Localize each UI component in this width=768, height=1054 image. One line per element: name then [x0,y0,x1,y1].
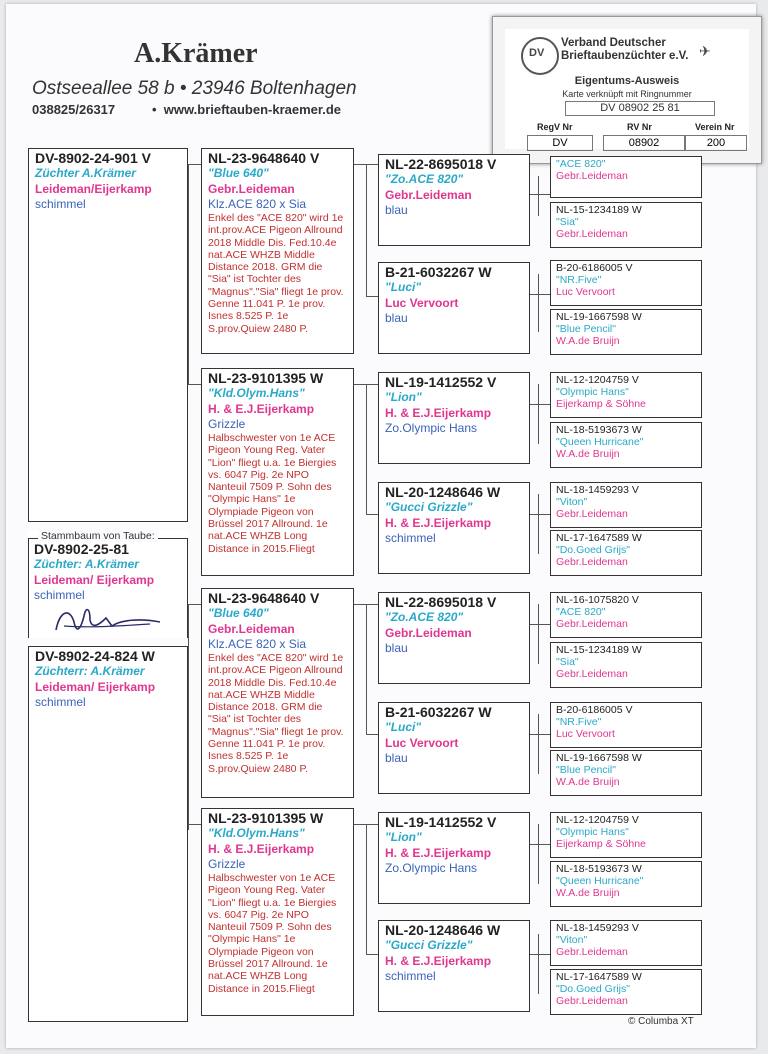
ggp-ring: NL-20-1248646 W [385,484,501,500]
sire-color: schimmel [35,197,86,211]
gggp-card-1 [550,156,702,198]
ggp-name: "Lion" [385,390,422,404]
gp-card-3 [201,588,354,798]
association-name-line2: Brieftaubenzüchter e.V. [561,50,689,62]
association-name [561,37,688,63]
gggp-name: "ACE 820" [556,158,606,170]
ggp-ring: B-21-6032267 W [385,264,492,280]
gp-ring: NL-23-9101395 W [208,810,324,826]
subject-ring: DV-8902-25-81 [34,541,129,557]
subject-caption: Stammbaum von Taube: [38,530,158,542]
ggp-color: Zo.Olympic Hans [385,861,478,875]
gggp-card-2 [550,202,702,248]
ggp-card-5 [378,592,530,684]
ggp-ring: NL-20-1248646 W [385,922,501,938]
dam-ring: DV-8902-24-824 W [35,648,155,664]
gggp-breeder: W.A.de Bruijn [556,887,620,899]
ggp-color: blau [385,203,408,217]
gp-description: Enkel des "ACE 820" wird 1e int.prov.ACE Pigeon Allround 2018 Middle Dis. Fed.10.4e nat.ACE WHZB Middle Distance 2018. GRM die "Sia" ist Tochter des "Magnus"."Sia" fliegt 1e prov. Genne 11.041 P. 1e prov. Isnes 8.525 P. 1e S.prov.Quiew 2480 P. [208,652,344,775]
gggp-ring: NL-15-1234189 W [556,644,642,656]
card-subtitle: Karte verknüpft mit Ringnummer [562,89,692,99]
gggp-card-15 [550,920,702,966]
ggp-card-7 [378,812,530,904]
ggp-breeder: Gebr.Leideman [385,626,472,640]
gggp-ring: NL-12-1204759 V [556,374,639,386]
ownership-card [492,16,762,164]
gp-ring: NL-23-9648640 V [208,590,320,606]
gggp-name: "NR.Five" [556,716,602,728]
sire-ring: DV-8902-24-901 V [35,150,151,166]
gggp-card-10 [550,642,702,688]
ggp-card-4 [378,482,530,574]
association-name-line1: Verband Deutscher [561,37,666,49]
gggp-card-4 [550,309,702,355]
gggp-card-16 [550,969,702,1015]
ggp-color: blau [385,311,408,325]
gggp-breeder: Eijerkamp & Söhne [556,838,646,850]
card-header-regv: RegV Nr [537,122,573,132]
gggp-ring: NL-18-1459293 V [556,922,639,934]
gggp-breeder: Gebr.Leideman [556,228,628,240]
gp-color: Grizzle [208,857,246,871]
gggp-card-6 [550,422,702,468]
gggp-breeder: Gebr.Leideman [556,946,628,958]
ggp-card-8 [378,920,530,1012]
card-header-verein: Verein Nr [695,122,735,132]
gp-breeder: H. & E.J.Eijerkamp [208,842,315,856]
gp-name: "Blue 640" [208,166,269,180]
gp-ring: NL-23-9101395 W [208,370,324,386]
gggp-name: "Olympic Hans" [556,826,629,838]
gggp-name: "Viton" [556,934,588,946]
ggp-ring: NL-22-8695018 V [385,156,497,172]
gp-description: Enkel des "ACE 820" wird 1e int.prov.ACE Pigeon Allround 2018 Middle Dis. Fed.10.4e nat.ACE WHZB Middle Distance 2018. GRM die "Sia" ist Tochter des "Magnus"."Sia" fliegt 1e prov. Genne 11.041 P. 1e prov. Isnes 8.525 P. 1e S.prov.Quiew 2480 P. [208,212,344,335]
gggp-name: "Sia" [556,216,579,228]
ggp-ring: B-21-6032267 W [385,704,492,720]
dam-card [28,646,188,1022]
gggp-name: "Blue Pencil" [556,764,616,776]
gggp-card-7 [550,482,702,528]
subject-card [28,530,188,638]
gggp-ring: NL-18-5193673 W [556,863,642,875]
gggp-ring: NL-17-1647589 W [556,971,642,983]
gggp-name: "Queen Hurricane" [556,875,644,887]
copyright-footer: © Columba XT [628,1016,694,1027]
gp-color: Grizzle [208,417,246,431]
ggp-breeder: H. & E.J.Eijerkamp [385,516,492,530]
ggp-card-2 [378,262,530,354]
subject-line: Leideman/ Eijerkamp [34,573,155,587]
ggp-name: "Luci" [385,280,422,294]
subject-color: schimmel [34,588,85,602]
ggp-card-3 [378,372,530,464]
gggp-breeder: Gebr.Leideman [556,170,628,182]
gggp-ring: NL-15-1234189 W [556,204,642,216]
gp-breeder: Gebr.Leideman [208,182,295,196]
gggp-ring: NL-19-1667598 W [556,752,642,764]
card-header-rv: RV Nr [627,122,652,132]
gggp-name: "Queen Hurricane" [556,436,644,448]
gggp-ring: NL-19-1667598 W [556,311,642,323]
ggp-ring: NL-19-1412552 V [385,814,497,830]
gggp-card-11 [550,702,702,748]
breeder-name: A.Krämer [134,38,258,69]
sire-breeder: Züchter A.Krämer [35,166,136,180]
gggp-breeder: Gebr.Leideman [556,668,628,680]
gggp-name: "ACE 820" [556,606,606,618]
gggp-card-14 [550,861,702,907]
gggp-card-5 [550,372,702,418]
gggp-name: "Sia" [556,656,579,668]
ggp-breeder: H. & E.J.Eijerkamp [385,406,492,420]
card-value-rv: 08902 [603,135,685,151]
ggp-name: "Lion" [385,830,422,844]
ggp-card-6 [378,702,530,794]
gggp-name: "Do.Goed Grijs" [556,983,630,995]
pigeon-emblem-icon: ✈ [699,43,711,59]
gggp-breeder: Gebr.Leideman [556,508,628,520]
breeder-address: Ostseeallee 58 b • 23946 Boltenhagen [32,78,357,99]
gggp-breeder: W.A.de Bruijn [556,448,620,460]
gp-color: Klz.ACE 820 x Sia [208,197,307,211]
ggp-ring: NL-19-1412552 V [385,374,497,390]
gp-name: "Kld.Olym.Hans" [208,386,305,400]
ggp-breeder: Luc Vervoort [385,736,459,750]
ggp-card-1 [378,154,530,246]
gp-description: Halbschwester von 1e ACE Pigeon Young Reg. Vater "Lion" fliegt u.a. 1e Biergies vs. 6047 Pig. 2e NPO Nanteuil 7509 P. Sohn des "Olympic Hans" 1e Olympiade Pigeon von Brüssel 2017 Allround. 1e nat.ACE WHZB Long Distance in 2015.Fliegt [208,872,337,995]
gp-name: "Kld.Olym.Hans" [208,826,305,840]
subject-breeder: Züchter: A.Krämer [34,557,139,571]
signature-icon [50,602,170,636]
dam-breeder: Züchterr: A.Krämer [35,664,145,678]
sire-line: Leideman/Eijerkamp [35,182,152,196]
gggp-breeder: Gebr.Leideman [556,556,628,568]
gggp-ring: B-20-6186005 V [556,262,633,274]
gp-card-4 [201,808,354,1016]
gggp-breeder: W.A.de Bruijn [556,776,620,788]
gp-card-2 [201,368,354,576]
gggp-breeder: Gebr.Leideman [556,618,628,630]
breeder-website [152,102,341,117]
gggp-card-3 [550,260,702,306]
ggp-breeder: Gebr.Leideman [385,188,472,202]
ggp-color: blau [385,751,408,765]
logo-text: DV [529,47,545,59]
ggp-breeder: H. & E.J.Eijerkamp [385,846,492,860]
ggp-name: "Gucci Grizzle" [385,500,473,514]
association-logo-icon [521,37,559,75]
bullet: • [152,102,157,117]
gp-color: Klz.ACE 820 x Sia [208,637,307,651]
gp-ring: NL-23-9648640 V [208,150,320,166]
breeder-phone: 038825/26317 [32,102,116,117]
sire-card [28,148,188,522]
gggp-name: "Do.Goed Grijs" [556,544,630,556]
gggp-breeder: Luc Vervoort [556,728,615,740]
gp-breeder: Gebr.Leideman [208,622,295,636]
ownership-card-inner [505,29,749,149]
ggp-color: blau [385,641,408,655]
ggp-name: "Zo.ACE 820" [385,610,464,624]
ggp-color: Zo.Olympic Hans [385,421,478,435]
gp-breeder: H. & E.J.Eijerkamp [208,402,315,416]
ggp-name: "Luci" [385,720,422,734]
gggp-ring: NL-17-1647589 W [556,532,642,544]
gggp-breeder: Gebr.Leideman [556,995,628,1007]
dam-line: Leideman/ Eijerkamp [35,680,156,694]
gggp-card-12 [550,750,702,796]
ggp-ring: NL-22-8695018 V [385,594,497,610]
ggp-breeder: H. & E.J.Eijerkamp [385,954,492,968]
ggp-breeder: Luc Vervoort [385,296,459,310]
card-title: Eigentums-Ausweis [574,75,680,87]
gggp-card-8 [550,530,702,576]
gggp-card-9 [550,592,702,638]
gggp-breeder: Eijerkamp & Söhne [556,398,646,410]
dam-color: schimmel [35,695,86,709]
card-ring-number: DV 08902 25 81 [565,101,715,116]
gggp-ring: NL-16-1075820 V [556,594,639,606]
gggp-name: "Olympic Hans" [556,386,629,398]
ggp-color: schimmel [385,969,436,983]
gggp-breeder: Luc Vervoort [556,286,615,298]
card-value-verein: 200 [685,135,747,151]
gggp-name: "NR.Five" [556,274,602,286]
gggp-name: "Viton" [556,496,588,508]
website-text: www.brieftauben-kraemer.de [163,102,342,117]
pedigree-sheet [6,4,756,1048]
gggp-ring: B-20-6186005 V [556,704,633,716]
gp-name: "Blue 640" [208,606,269,620]
gggp-ring: NL-18-1459293 V [556,484,639,496]
ggp-color: schimmel [385,531,436,545]
gggp-breeder: W.A.de Bruijn [556,335,620,347]
gggp-ring: NL-12-1204759 V [556,814,639,826]
ggp-name: "Gucci Grizzle" [385,938,473,952]
ggp-name: "Zo.ACE 820" [385,172,464,186]
card-value-regv: DV [527,135,593,151]
gp-card-1 [201,148,354,354]
gp-description: Halbschwester von 1e ACE Pigeon Young Reg. Vater "Lion" fliegt u.a. 1e Biergies vs. 6047 Pig. 2e NPO Nanteuil 7509 P. Sohn des "Olympic Hans" 1e Olympiade Pigeon von Brüssel 2017 Allround. 1e nat.ACE WHZB Long Distance in 2015.Fliegt [208,432,337,555]
gggp-ring: NL-18-5193673 W [556,424,642,436]
gggp-name: "Blue Pencil" [556,323,616,335]
gggp-card-13 [550,812,702,858]
